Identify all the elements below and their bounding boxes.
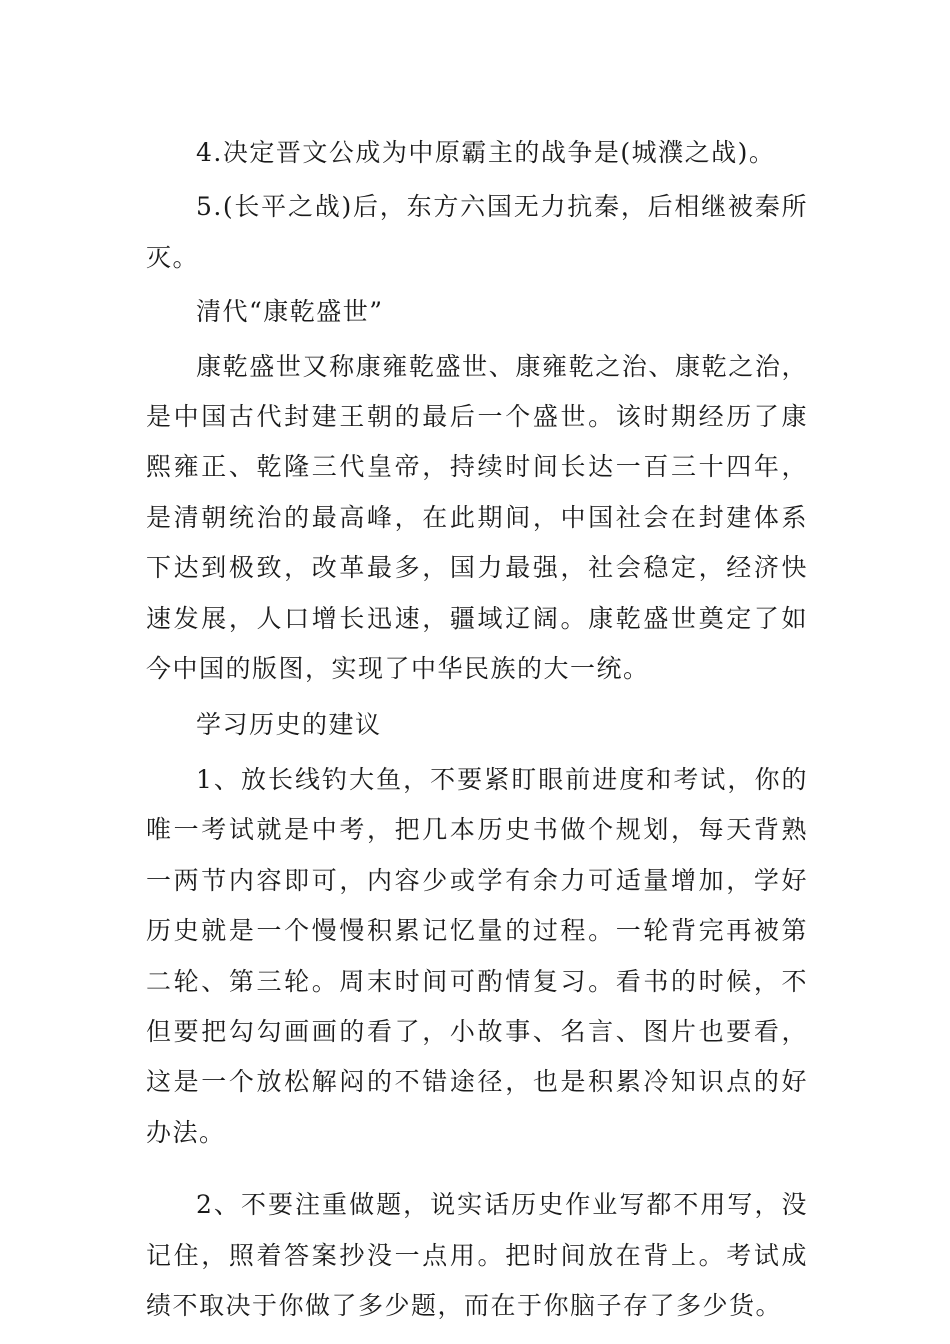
section-heading-kangqian: 清代“康乾盛世”: [196, 297, 384, 327]
document-body: [146, 128, 808, 1331]
list-item-4: 4.决定晋文公成为中原霸主的战争是(城濮之战)。: [196, 138, 776, 167]
paragraph-advice-1: 1、放长线钓大鱼，不要紧盯眼前进度和考试，你的唯一考试就是中考，把几本历史书做个规划，每天背熟一两节内容即可，内容少或学有余力可适量增加，学好历史就是一个慢慢积累记忆量的过程。一轮背完再被第二轮、第三轮。周末时间可酌情复习。看书的时候，不但要把勾勾画画的看了，小故事、名言、图片也要看，这是一个放松解闷的不错途径，也是积累冷知识点的好办法。: [146, 764, 808, 1147]
paragraph-kangqian: 康乾盛世又称康雍乾盛世、康雍乾之治、康乾之治，是中国古代封建王朝的最后一个盛世。该时期经历了康熙雍正、乾隆三代皇帝，持续时间长达一百三十四年，是清朝统治的最高峰，在此期间，中国社会在封建体系下达到极致，改革最多，国力最强，社会稳定，经济快速发展，人口增长迅速，疆域辽阔。康乾盛世奠定了如今中国的版图，实现了中华民族的大一统。: [146, 351, 808, 684]
paragraph-advice-2: 2、不要注重做题，说实话历史作业写都不用写，没记住，照着答案抄没一点用。把时间放在背上。考试成绩不取决于你做了多少题，而在于你脑子存了多少货。: [146, 1190, 808, 1320]
list-item-5: 5.(长平之战)后，东方六国无力抗秦，后相继被秦所灭。: [146, 192, 808, 272]
section-heading-study-advice: 学习历史的建议: [196, 710, 382, 740]
